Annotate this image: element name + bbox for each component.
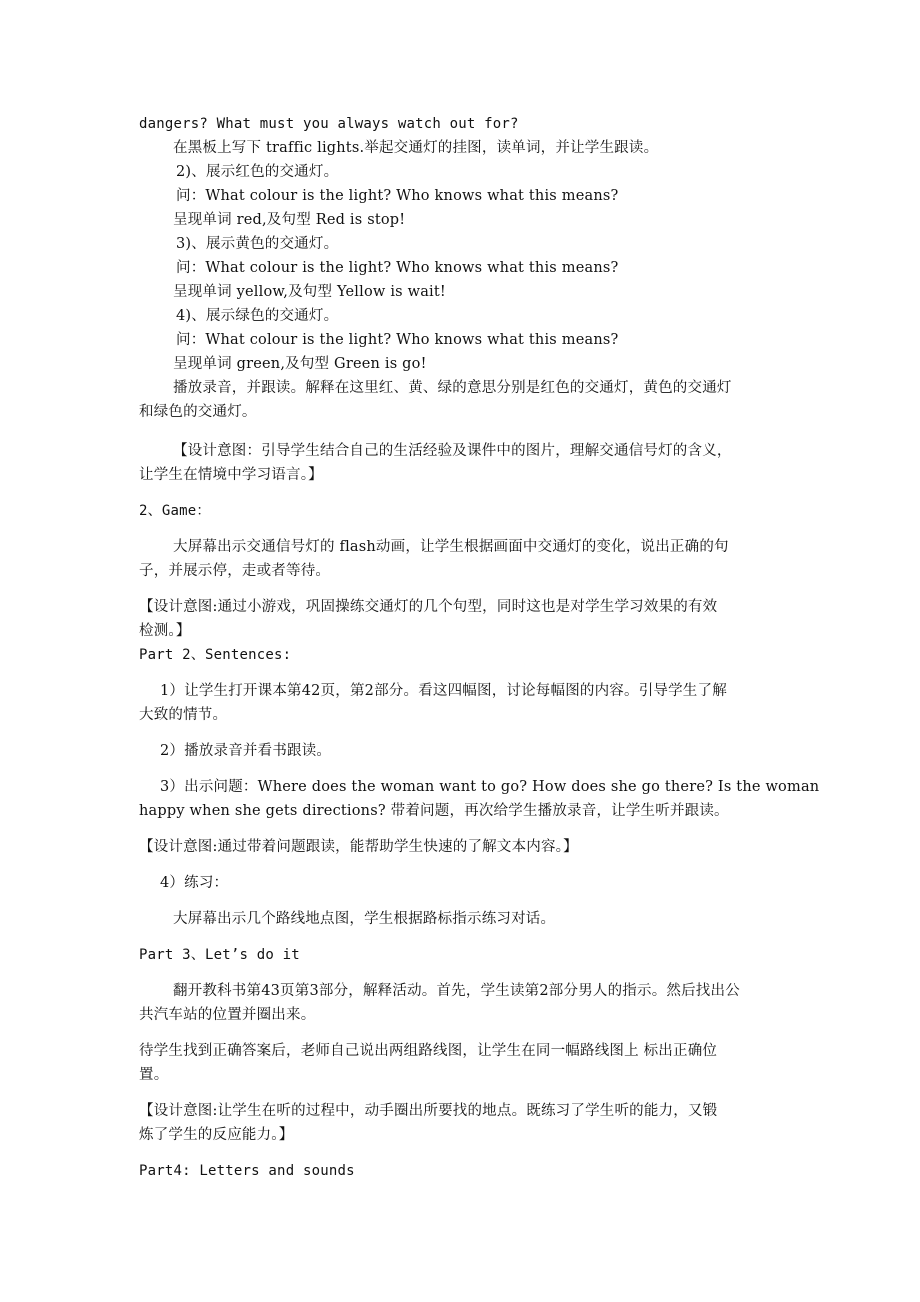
- section-heading: Part4: Letters and sounds: [139, 1163, 355, 1179]
- design-intent-note: 检测。】: [139, 623, 191, 639]
- section-heading: 2、Game：: [139, 503, 211, 519]
- text-line: 问：What colour is the light? Who knows what this means?: [176, 260, 619, 276]
- text-line: 呈现单词 yellow,及句型 Yellow is wait!: [173, 284, 446, 300]
- text-line: 呈现单词 red,及句型 Red is stop!: [173, 212, 406, 228]
- design-intent-note: 【设计意图:让学生在听的过程中，动手圈出所要找的地点。既练习了学生听的能力，又锻: [139, 1103, 718, 1119]
- text-line: 2）播放录音并看书跟读。: [160, 743, 332, 759]
- text-line: 大屏幕出示几个路线地点图，学生根据路标指示练习对话。: [173, 911, 556, 927]
- text-line: 大致的情节。: [139, 707, 228, 723]
- design-intent-note: 让学生在情境中学习语言。】: [139, 467, 323, 483]
- text-line: happy when she gets directions? 带着问题，再次给学生播放录音，让学生听并跟读。: [139, 803, 729, 819]
- text-line: 共汽车站的位置并圈出来。: [139, 1007, 316, 1023]
- text-line: 2)、展示红色的交通灯。: [176, 164, 339, 180]
- text-line: 3)、展示黄色的交通灯。: [176, 236, 339, 252]
- text-line: 播放录音，并跟读。解释在这里红、黄、绿的意思分别是红色的交通灯，黄色的交通灯: [173, 380, 732, 396]
- text-line: 4)、展示绿色的交通灯。: [176, 308, 339, 324]
- text-line: 4）练习：: [160, 875, 229, 891]
- text-line: 在黑板上写下 traffic lights.举起交通灯的挂图，读单词，并让学生跟读。: [173, 140, 659, 156]
- text-line: 待学生找到正确答案后，老师自己说出两组路线图，让学生在同一幅路线图上 标出正确位: [139, 1043, 718, 1059]
- text-line: 大屏幕出示交通信号灯的 flash动画，让学生根据画面中交通灯的变化，说出正确的句: [173, 539, 729, 555]
- text-line: 和绿色的交通灯。: [139, 404, 257, 420]
- text-line: 翻开教科书第43页第3部分，解释活动。首先，学生读第2部分男人的指示。然后找出公: [173, 983, 740, 999]
- text-line: 3）出示问题：Where does the woman want to go? How does she go there? Is the woman: [160, 779, 820, 795]
- section-heading: Part 3、Let’s do it: [139, 947, 300, 963]
- text-line: 置。: [139, 1067, 169, 1083]
- text-line: 子，并展示停，走或者等待。: [139, 563, 331, 579]
- text-line: 1）让学生打开课本第42页，第2部分。看这四幅图，讨论每幅图的内容。引导学生了解: [160, 683, 727, 699]
- text-line: dangers? What must you always watch out for?: [139, 116, 519, 132]
- text-line: 问：What colour is the light? Who knows what this means?: [176, 332, 619, 348]
- section-heading: Part 2、Sentences:: [139, 647, 292, 663]
- design-intent-note: 【设计意图:通过小游戏，巩固操练交通灯的几个句型，同时这也是对学生学习效果的有效: [139, 599, 718, 615]
- text-line: 呈现单词 green,及句型 Green is go!: [173, 356, 427, 372]
- design-intent-note: 【设计意图:通过带着问题跟读，能帮助学生快速的了解文本内容。】: [139, 839, 578, 855]
- design-intent-note: 炼了学生的反应能力。】: [139, 1127, 294, 1143]
- text-line: 问：What colour is the light? Who knows what this means?: [176, 188, 619, 204]
- design-intent-note: 【设计意图：引导学生结合自己的生活经验及课件中的图片，理解交通信号灯的含义，: [173, 443, 732, 459]
